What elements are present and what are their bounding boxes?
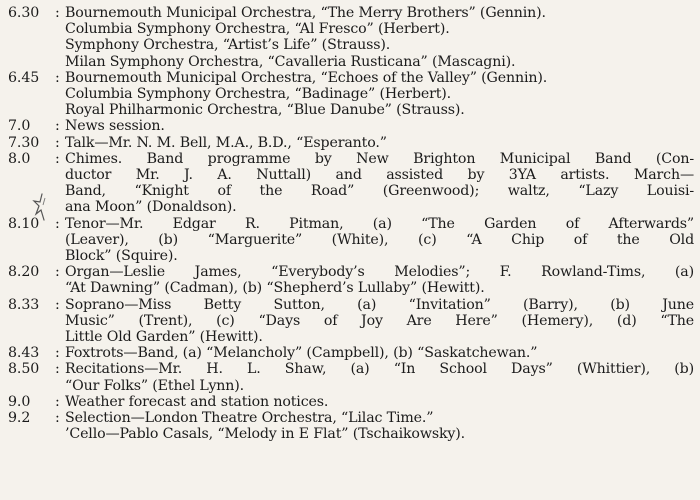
programme-entry bbox=[8, 264, 694, 296]
entry-line: Chimes. Band programme by New Brighton Municipal Band (Con- bbox=[65, 150, 694, 167]
entry-text bbox=[65, 70, 694, 119]
entry-time: 8.0 bbox=[8, 150, 31, 167]
entry-separator: : bbox=[55, 150, 60, 167]
programme-entry bbox=[8, 5, 694, 70]
entry-line: Music” (Trent), (c) “Days of Joy Are Here” (Hemery), (d) “The bbox=[65, 312, 694, 329]
programme-entry bbox=[8, 361, 694, 393]
entry-line: Foxtrots—Band, (a) “Melancholy” (Campbell), (b) “Saskatchewan.” bbox=[65, 345, 538, 362]
entry-line: News session. bbox=[65, 118, 165, 135]
entry-line: Organ—Leslie James, “Everybody’s Melodies”; F. Rowland-Tims, (a) bbox=[65, 264, 694, 281]
entry-text bbox=[65, 151, 694, 216]
programme-entry bbox=[8, 151, 694, 216]
programme-entry bbox=[8, 216, 694, 265]
programme-entry bbox=[8, 410, 694, 426]
entry-line: (Leaver), (b) “Marguerite” (White), (c) “A Chip of the Old bbox=[65, 231, 694, 248]
entry-time: 8.43 bbox=[8, 345, 40, 362]
programme-entry bbox=[8, 297, 694, 346]
entry-time: 9.0 bbox=[8, 393, 31, 410]
entry-text bbox=[65, 5, 694, 70]
entry-time: 6.30 bbox=[8, 5, 40, 21]
entry-time: 8.50 bbox=[8, 361, 40, 378]
entry-time: 8.20 bbox=[8, 264, 40, 281]
entry-line: ana Moon” (Donaldson). bbox=[65, 199, 237, 216]
entry-text bbox=[65, 297, 694, 346]
entry-text bbox=[65, 361, 694, 393]
entry-line: Symphony Orchestra, “Artist’s Life” (Strauss). bbox=[65, 37, 391, 54]
entry-text bbox=[65, 118, 694, 134]
entry-line: ductor Mr. J. A. Nuttall) and assisted by 3YA artists. March— bbox=[65, 167, 694, 184]
entry-separator: : bbox=[55, 118, 60, 135]
entry-line: Band, “Knight of the Road” (Greenwood); waltz, “Lazy Louisi- bbox=[65, 183, 694, 200]
radio-programme-listing bbox=[8, 5, 694, 442]
entry-separator: : bbox=[55, 345, 60, 362]
entry-separator: : bbox=[55, 5, 60, 21]
entry-time: 8.10 bbox=[8, 215, 40, 232]
programme-entry bbox=[8, 394, 694, 410]
entry-line: Little Old Garden” (Hewitt). bbox=[65, 329, 263, 346]
entry-line: Milan Symphony Orchestra, “Cavalleria Rusticana” (Mascagni). bbox=[65, 53, 516, 70]
entry-time: 9.2 bbox=[8, 410, 31, 427]
entry-line: “At Dawning” (Cadman), (b) “Shepherd’s Lullaby” (Hewitt). bbox=[65, 280, 485, 297]
entry-line: Block” (Squire). bbox=[65, 248, 178, 265]
entry-line: Weather forecast and station notices. bbox=[65, 393, 329, 410]
entry-line: Bournemouth Municipal Orchestra, “The Merry Brothers” (Gennin). bbox=[65, 5, 546, 21]
entry-time: 7.30 bbox=[8, 134, 40, 151]
entry-line: “Our Folks” (Ethel Lynn). bbox=[65, 377, 245, 394]
entry-separator: : bbox=[55, 410, 60, 427]
entry-separator: : bbox=[55, 215, 60, 232]
ink-blemish-icon bbox=[30, 192, 52, 224]
entry-separator: : bbox=[55, 69, 60, 86]
entry-text bbox=[65, 394, 694, 410]
entry-separator: : bbox=[55, 296, 60, 313]
entry-text bbox=[65, 264, 694, 296]
programme-entry bbox=[8, 70, 694, 119]
entry-text bbox=[65, 345, 694, 361]
programme-entry bbox=[8, 345, 694, 361]
entry-text bbox=[65, 135, 694, 151]
entry-line: Talk—Mr. N. M. Bell, M.A., B.D., “Esperanto.” bbox=[65, 134, 387, 151]
entry-text bbox=[65, 216, 694, 265]
entry-line: Soprano—Miss Betty Sutton, (a) “Invitation” (Barry), (b) June bbox=[65, 296, 694, 313]
entry-line: Tenor—Mr. Edgar R. Pitman, (a) “The Garden of Afterwards” bbox=[65, 215, 694, 232]
entry-separator: : bbox=[55, 134, 60, 151]
programme-entry bbox=[8, 426, 694, 442]
entry-line: Columbia Symphony Orchestra, “Al Fresco” (Herbert). bbox=[65, 21, 450, 38]
entry-line: Columbia Symphony Orchestra, “Badinage” (Herbert). bbox=[65, 86, 452, 103]
entry-line: ’Cello—Pablo Casals, “Melody in E Flat” (Tschaikowsky). bbox=[65, 426, 466, 443]
entry-text bbox=[65, 410, 694, 426]
programme-entry bbox=[8, 135, 694, 151]
entry-line: Selection—London Theatre Orchestra, “Lilac Time.” bbox=[65, 410, 434, 427]
entry-line: Bournemouth Municipal Orchestra, “Echoes of the Valley” (Gennin). bbox=[65, 69, 548, 86]
entry-time: 8.33 bbox=[8, 296, 40, 313]
entry-separator: : bbox=[55, 264, 60, 281]
entry-text bbox=[65, 426, 694, 442]
entry-line: Recitations—Mr. H. L. Shaw, (a) “In School Days” (Whittier), (b) bbox=[65, 361, 694, 378]
entry-time: 6.45 bbox=[8, 69, 40, 86]
entry-line: Royal Philharmonic Orchestra, “Blue Danube” (Strauss). bbox=[65, 102, 465, 119]
programme-entry bbox=[8, 118, 694, 134]
entry-separator: : bbox=[55, 361, 60, 378]
entry-time: 7.0 bbox=[8, 118, 31, 135]
entry-separator: : bbox=[55, 393, 60, 410]
